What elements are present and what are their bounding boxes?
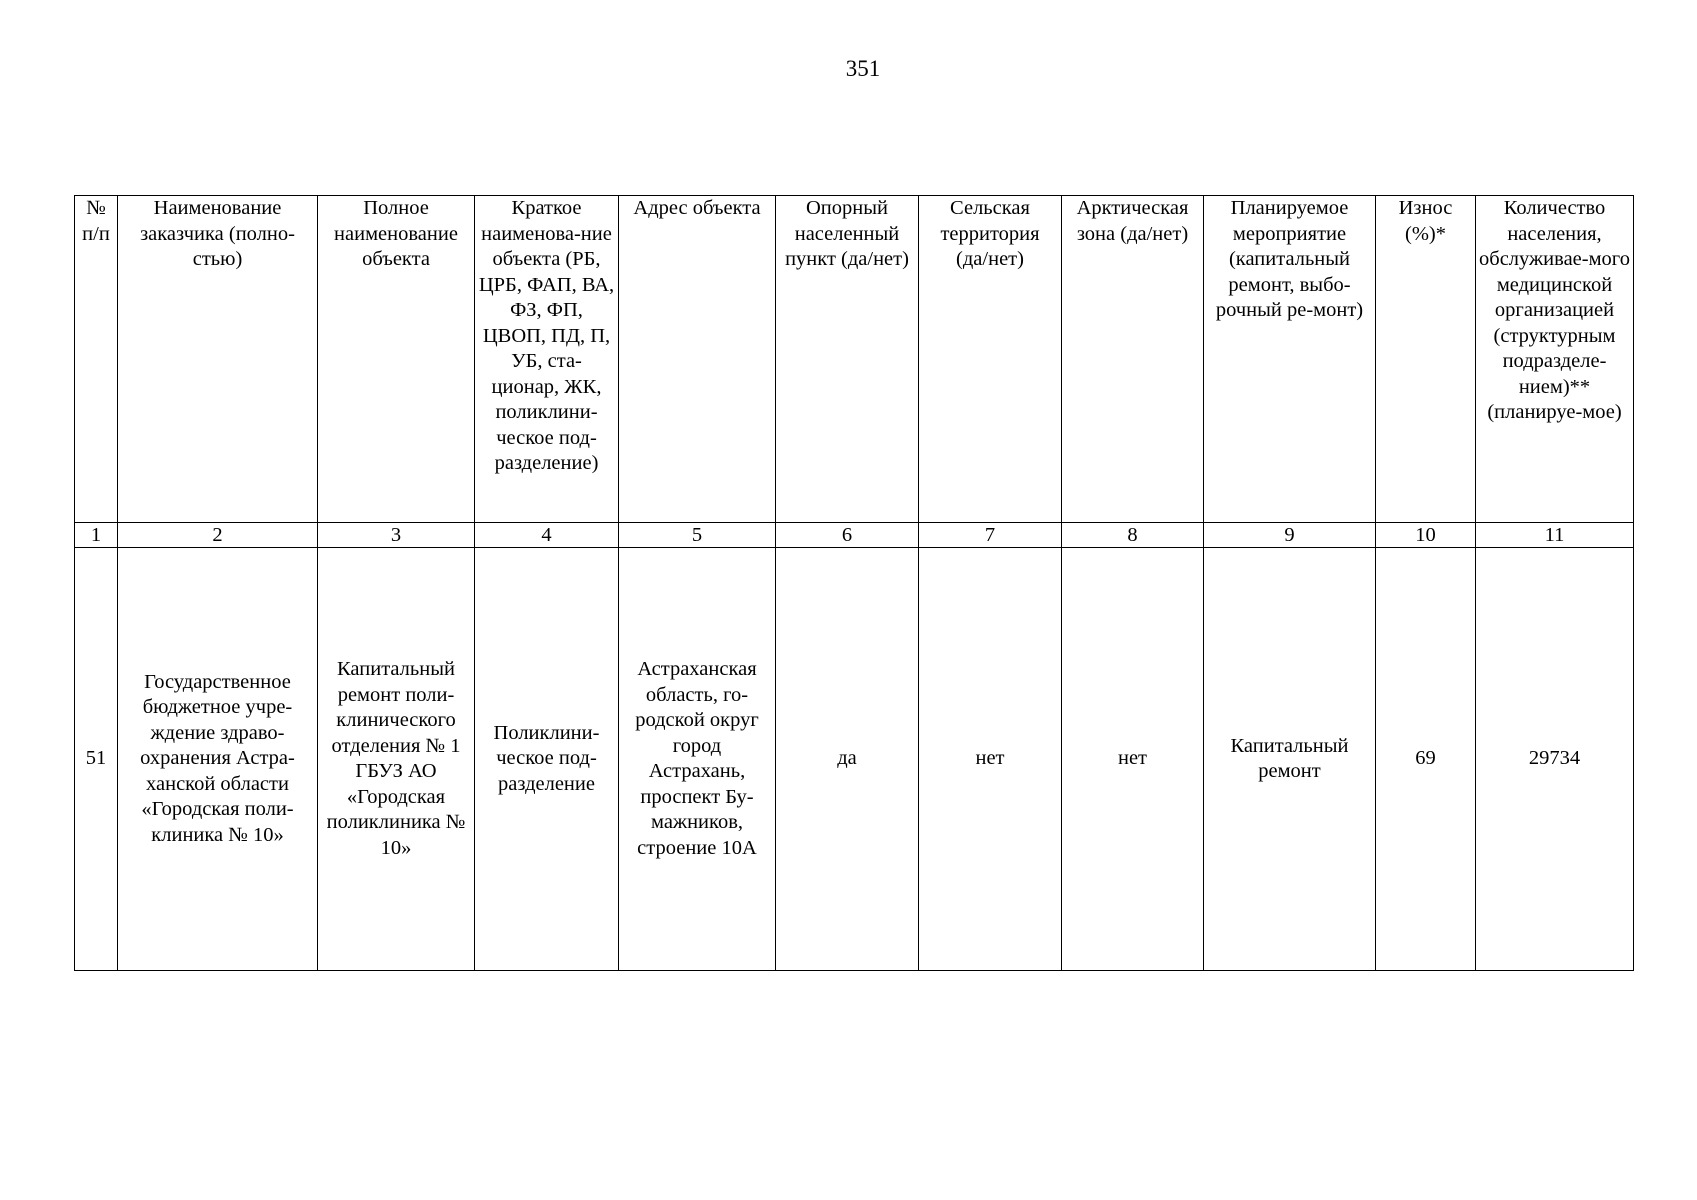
header-cell-customer: Наименование заказчика (полно-стью)	[118, 196, 318, 523]
column-number-cell: 1	[75, 523, 118, 548]
cell-arctic-zone: нет	[1062, 548, 1204, 971]
page-number: 351	[845, 56, 881, 81]
header-cell-address: Адрес объекта	[619, 196, 776, 523]
column-number-cell: 10	[1376, 523, 1476, 548]
column-number-cell: 8	[1062, 523, 1204, 548]
cell-object-full-name: Капитальный ремонт поли-клинического отделения № 1 ГБУЗ АО «Городская поликлиника № 10»	[318, 548, 475, 971]
column-number-cell: 6	[776, 523, 919, 548]
column-number-cell: 7	[919, 523, 1062, 548]
column-number-cell: 9	[1204, 523, 1376, 548]
table-column-number-row	[75, 523, 1634, 548]
cell-number: 51	[75, 548, 118, 971]
header-cell-rural-territory: Сельская территория (да/нет)	[919, 196, 1062, 523]
header-cell-number: № п/п	[75, 196, 118, 523]
column-number-cell: 2	[118, 523, 318, 548]
header-cell-object-short-name: Краткое наименова-ние объекта (РБ, ЦРБ, ФАП, ВА, ФЗ, ФП, ЦВОП, ПД, П, УБ, ста-ционар, ЖК, поликлини-ческое под-разделение)	[475, 196, 619, 523]
cell-customer: Государственное бюджетное учре-ждение здраво-охранения Астра-ханской области «Городская поли-клиника № 10»	[118, 548, 318, 971]
cell-support-settlement: да	[776, 548, 919, 971]
header-cell-wear: Износ (%)*	[1376, 196, 1476, 523]
cell-rural-territory: нет	[919, 548, 1062, 971]
column-number-cell: 3	[318, 523, 475, 548]
header-cell-population: Количество населения, обслуживае-мого медицинской организацией (структурным подразделе-нием)** (планируе-мое)	[1476, 196, 1634, 523]
header-cell-support-settlement: Опорный населенный пункт (да/нет)	[776, 196, 919, 523]
cell-planned-activity: Капитальный ремонт	[1204, 548, 1376, 971]
table-header-row	[75, 196, 1634, 523]
column-number-cell: 4	[475, 523, 619, 548]
header-cell-object-full-name: Полное наименование объекта	[318, 196, 475, 523]
cell-object-short-name: Поликлини-ческое под-разделение	[475, 548, 619, 971]
table-row	[75, 548, 1634, 971]
cell-address: Астраханская область, го-родской округ город Астрахань, проспект Бу-мажников, строение 10А	[619, 548, 776, 971]
data-table	[74, 195, 1634, 971]
header-cell-arctic-zone: Арктическая зона (да/нет)	[1062, 196, 1204, 523]
column-number-cell: 5	[619, 523, 776, 548]
header-cell-planned-activity: Планируемое мероприятие (капитальный ремонт, выбо-рочный ре-монт)	[1204, 196, 1376, 523]
cell-wear: 69	[1376, 548, 1476, 971]
cell-population: 29734	[1476, 548, 1634, 971]
column-number-cell: 11	[1476, 523, 1634, 548]
